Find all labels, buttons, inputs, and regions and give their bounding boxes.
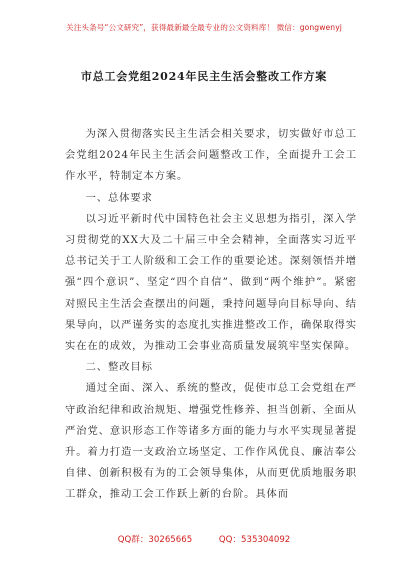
document-title: 市总工会党组2024年民主生活会整改工作方案 bbox=[80, 70, 328, 83]
section-heading: 一、总体要求 bbox=[85, 191, 153, 204]
document-body bbox=[65, 124, 357, 506]
section-paragraph: 通过全面、深入、系统的整改，促使市总工会党组在严守政治纪律和政治规矩、增强党性修养、担当创新、全面从严治党、意识形态工作等诸多方面的能力与水平实现显著提升。着力打造一支政治立场坚定、工作作风优良、廉洁奉公自律、创新积极有为的工会领导集体，从而更优质地服务职工群众，推动工会工作跃上新的台阶。具体而 bbox=[65, 382, 357, 501]
header-banner: 关注头条号“公文研究”，获得最新最全最专业的公文资料库！ 微信：gongwenyj bbox=[66, 23, 342, 32]
section-paragraph: 以习近平新时代中国特色社会主义思想为指引，深入学习贯彻党的XX大及二十届三中全会精神，全面落实习近平总书记关于工人阶级和工会工作的重要论述。深刻领悟并增强“四个意识”、坚定“四个自信”、做到“两个维护”。紧密对照民主生活会查摆出的问题，秉持问题导向目标导向、结果导向，以严谨务实的态度扎实推进整改工作，确保取得实实在在的成效，为推动工会事业高质量发展筑牢坚实保障。 bbox=[65, 212, 357, 353]
qq-number-text: QQ：535304092 bbox=[218, 535, 291, 545]
footer-contact bbox=[0, 533, 408, 545]
intro-paragraph: 为深入贯彻落实民主生活会相关要求，切实做好市总工会党组2024年民主生活会问题整改工作，全面提升工会工作水平，特制定本方案。 bbox=[65, 128, 357, 183]
section-heading: 二、整改目标 bbox=[85, 361, 153, 374]
qq-group-text: QQ群：30265665 bbox=[117, 535, 193, 545]
